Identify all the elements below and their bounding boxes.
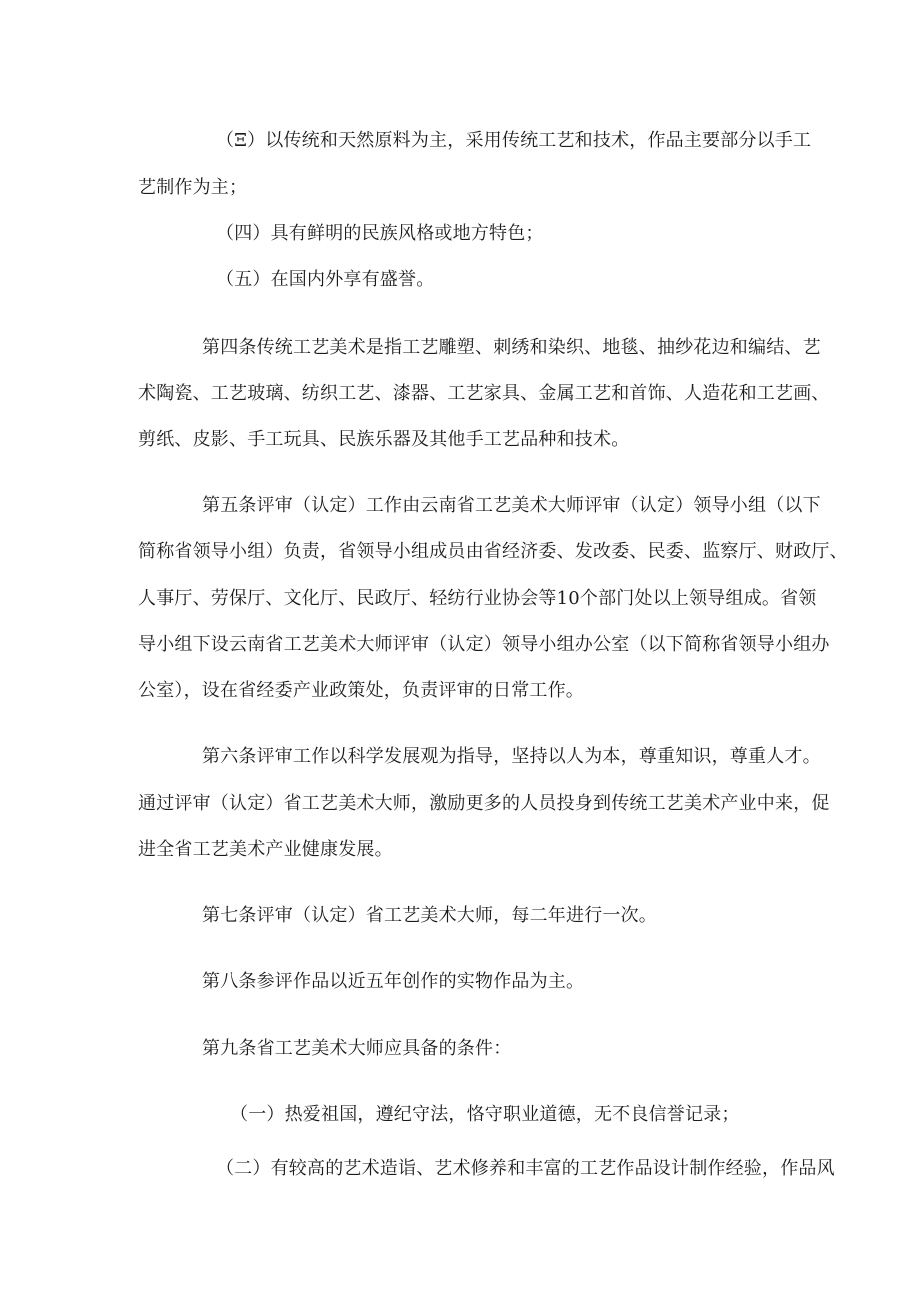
item-3-line-1: （Ξ）以传统和天然原料为主，采用传统工艺和技术，作品主要部分以手工 [216, 130, 812, 151]
item-4: （四）具有鲜明的民族风格或地方特色； [216, 223, 544, 244]
article-6-line-2: 通过评审（认定）省工艺美术大师，激励更多的人员投身到传统工艺美术产业中来，促 [138, 793, 830, 814]
article-6-line-1: 第六条评审工作以科学发展观为指导，坚持以人为本，尊重知识，尊重人才。 [202, 746, 821, 767]
article-6-line-3: 进全省工艺美术产业健康发展。 [138, 839, 393, 860]
article-9-item-2-line-1: （二）有较高的艺术造诣、艺术修养和丰富的工艺作品设计制作经验，作品风 [216, 1158, 835, 1179]
item-5: （五）在国内外享有盛誉。 [216, 269, 435, 290]
item-3-line-2: 艺制作为主； [138, 177, 248, 198]
article-4-line-2: 术陶瓷、工艺玻璃、纺织工艺、漆器、工艺家具、金属工艺和首饰、人造花和工艺画、 [138, 383, 830, 404]
article-9-item-1: （一）热爱祖国，遵纪守法，恪守职业道德，无不良信誉记录； [230, 1104, 740, 1125]
article-4-line-3: 剪纸、皮影、手工玩具、民族乐器及其他手工艺品种和技术。 [138, 429, 630, 450]
article-5-line-4: 导小组下设云南省工艺美术大师评审（认定）领导小组办公室（以下简称省领导小组办 [138, 634, 830, 655]
article-8: 第八条参评作品以近五年创作的实物作品为主。 [202, 971, 585, 992]
article-5-line-5: 公室），设在省经委产业政策处，负责评审的日常工作。 [138, 680, 584, 701]
article-5-line-2: 简称省领导小组）负责，省领导小组成员由省经济委、发改委、民委、监察厅、财政厅、 [138, 541, 848, 562]
article-5-line-1: 第五条评审（认定）工作由云南省工艺美术大师评审（认定）领导小组（以下 [202, 495, 821, 516]
article-5-line-3: 人事厅、劳保厅、文化厅、民政厅、轻纺行业协会等10个部门处以上领导组成。省领 [138, 588, 817, 609]
article-7: 第七条评审（认定）省工艺美术大师，每二年进行一次。 [202, 905, 657, 926]
article-4-line-1: 第四条传统工艺美术是指工艺雕塑、刺绣和染织、地毯、抽纱花边和编结、艺 [202, 337, 821, 358]
article-9: 第九条省工艺美术大师应具备的条件： [202, 1038, 512, 1059]
